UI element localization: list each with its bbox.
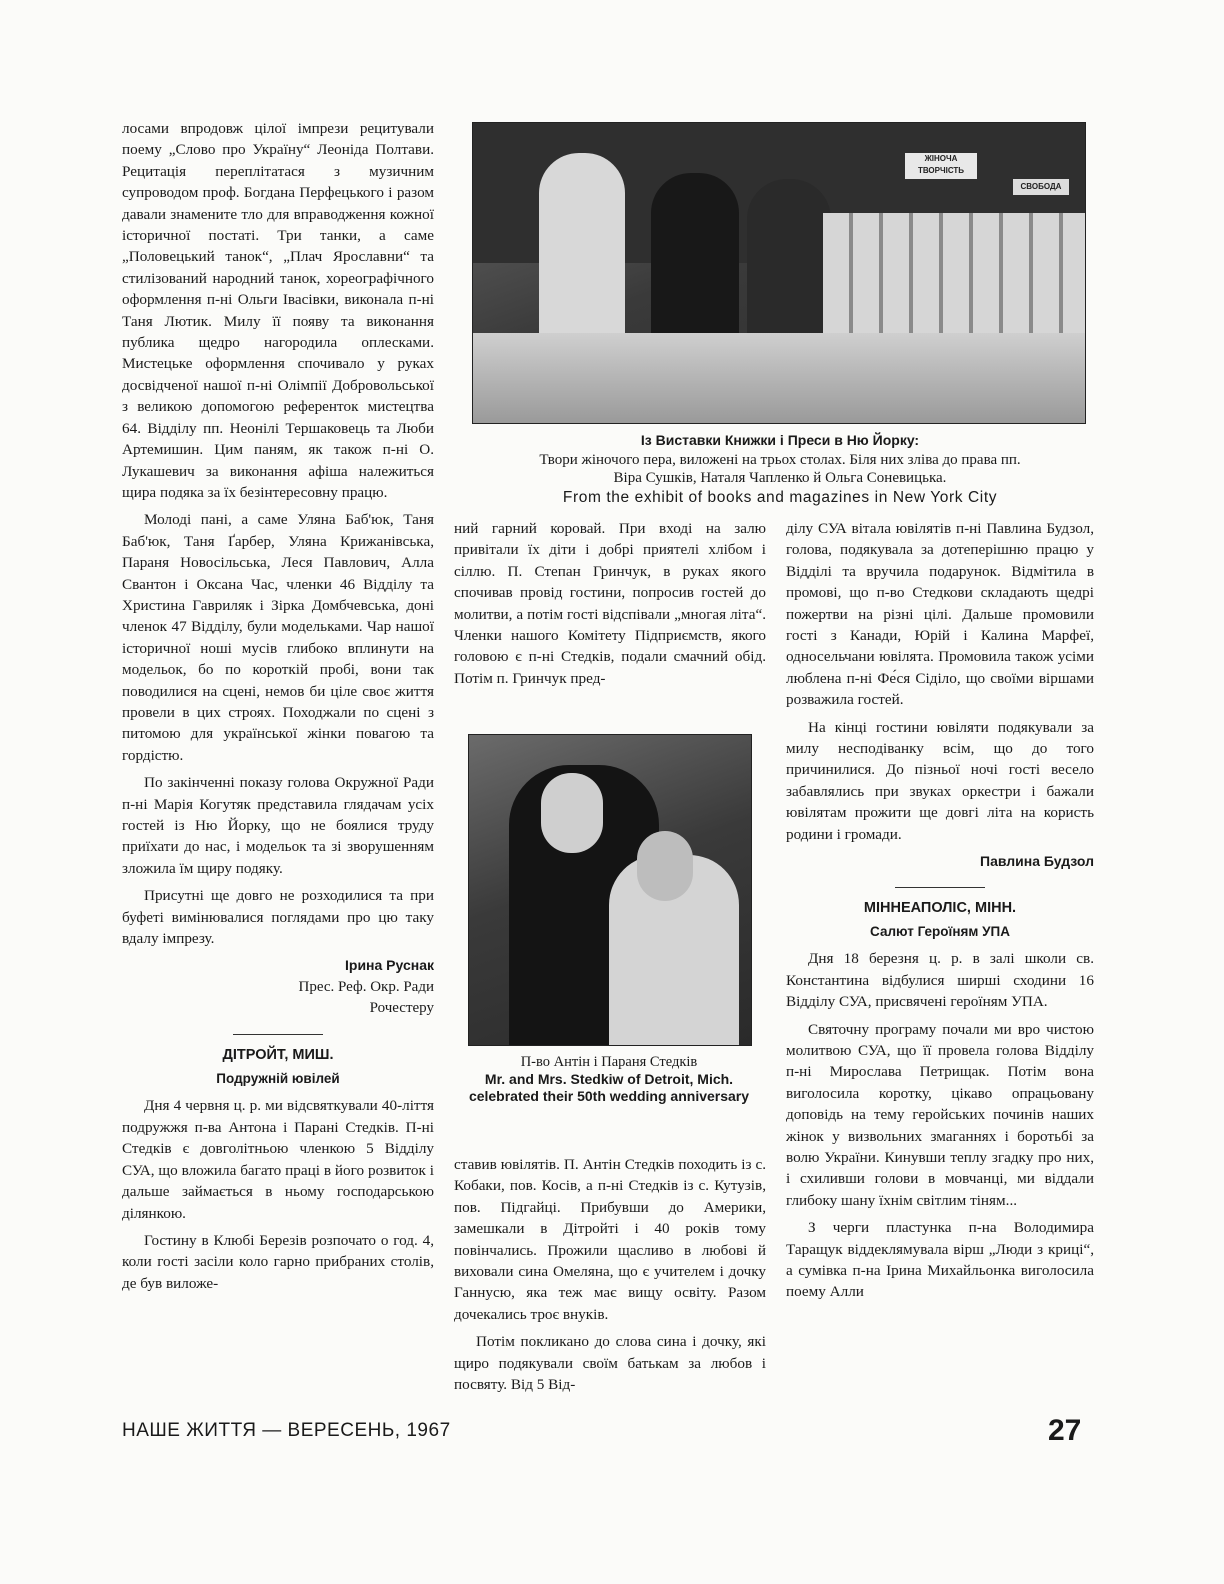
column-right [786, 518, 1094, 1309]
paragraph: По закінченні показу голова Окружної Ради п-ні Марія Когутяк представила глядачам усіх гостей із Ню Йорку, що не боялися труду приїхати до нас, і модельок та зі зворушенням зложила їм щиру подяку. [122, 774, 434, 877]
paragraph: Дня 18 березня ц. р. в залі школи св. Константина відбулися ширші сходини 16 Відділу СУА, присвячені героїням УПА. [786, 950, 1094, 1011]
paragraph: Присутні ще довго не розходилися та при буфеті вимінювалися поглядами про цю таку вдалу імпрезу. [122, 887, 434, 948]
table-with-books [473, 333, 1085, 423]
couple-photo-caption [458, 1054, 760, 1105]
paragraph: Потім покликано до слова сина і дочку, які щиро подякували своїм батькам за любов і посвяту. Від 5 Від- [454, 1333, 766, 1394]
signature-name: Павлина Будзол [980, 853, 1094, 870]
footer-magazine-title: НАШЕ ЖИТТЯ — ВЕРЕСЕНЬ, 1967 [122, 1420, 451, 1441]
paragraph: ставив ювілятів. П. Антін Стедків походить із с. Кобаки, пов. Косів, а п-ні Стедків із с. Кутузів, пов. Підгайці. Прибувши до Америки, замешкали в Дітройті і 40 років тому повінчались. Прожили щасливо в любові й виховали сина Омеляна, що є учителем і дочку Ганнусю, яка теж має вищу освіту. Разом дочекались троє внуків. [454, 1156, 766, 1323]
signature-name: Ірина Руснак [345, 957, 434, 974]
caption-english: From the exhibit of books and magazines in New York City [562, 489, 998, 506]
divider [895, 887, 985, 888]
woman-figure-left [539, 153, 625, 353]
paragraph: Молоді пані, а саме Уляна Баб'юк, Таня Баб'юк, Таня Ґарбер, Уляна Крижанівська, Параня Новосільська, Леся Павлович, Алла Свантон і Оксана Час, членки 46 Відділу та Христина Гавриляк і Зірка Домбчевська, доні членок 47 Відділу, були модельками. Чар нашої історичної ноші мусів глибоко вплинути на модельок, бо по короткій пробі, вони так поводилися на сцені, немов би ціле своє життя провели в цих строях. Походжали по сцені з питомою для української жінки повагою та гордістю. [122, 511, 434, 764]
paragraph: З черги пластунка п-на Володимира Таращук віддеклямувала вірш „Люди з криці“, а сумівка п-на Ірина Михайльонка виголосила поему Алли [786, 1219, 1094, 1301]
column-middle [454, 518, 766, 695]
column-left [122, 118, 434, 1300]
section-subtitle-minneapolis: Салют Героїням УПА [870, 923, 1010, 939]
couple-photo [468, 734, 752, 1046]
top-photo-caption [440, 432, 1120, 507]
page-number: 27 [1048, 1414, 1082, 1447]
sign-board-2: СВОБОДА [1013, 179, 1069, 195]
signature-block [122, 955, 434, 1019]
signature-role: Прес. Реф. Окр. Ради [298, 978, 434, 995]
book-display [823, 213, 1085, 339]
caption-line: Твори жіночого пера, виложені на трьох столах. Біля них зліва до права пп. [539, 452, 1021, 468]
divider [233, 1034, 323, 1035]
woman-face [637, 831, 693, 901]
paragraph: Гостину в Клюбі Березів розпочато о год. 4, коли гості засіли коло гарно прибраних столів, де був виложе- [122, 1231, 434, 1292]
paragraph: лосами впродовж цілої імпрези рецитували поему „Слово про Україну“ Леоніда Полтави. Рецитація переплітатася з музичним супроводом проф. Богдана Перфецького і разом давали знамените тло для вправодження кожної історичної постаті. Три танки, а саме „Половецький танок“, „Плач Ярославни“ та стилізований народний танок, хореографічного оформлення п-ні Ольги Івасівки, виконала п-ні Таня Лютик. Милу її появу та виконання публика щедро нагородила оплесками. Мистецьке оформлення спочивало у руках досвідченої нашої п-ні Олімпії Добровольської з великою допомогою референток мистецтва 64. Відділу пп. Неонілі Тершаковець та Люби Артемишин. Цим паням, як також п-ні О. Лукашевич за виконання афіша належиться щира подяка за їх безінтересовну працю. [122, 120, 434, 501]
paragraph: ділу СУА вітала ювілятів п-ні Павлина Будзол, голова, подякувала за дотеперішню працю у Відділі та вручила подарунок. Відмітила в промові, що п-во Стедкови складають щедрі пожертви на різні цілі. Дальше промовили гості з Канади, Юрій і Калина Марфеї, односельчани ювілята. Промовила також усіми люблена п-ні Фе́ся Сіділо, що своїми віршами розважила гостей. [786, 520, 1094, 709]
section-subtitle-detroit: Подружній ювілей [216, 1071, 340, 1087]
paragraph: На кінці гостини ювіляти подякували за милу несподіванку всім, що до того причинилися. До пізньої ночі гості весело забавлялись при звуках оркестри і бажали ювілятам прожити ще довгі літа на користь родини і громади. [786, 718, 1094, 843]
caption-ukrainian: П-во Антін і Параня Стедків [520, 1054, 698, 1070]
woman-figure-right [747, 179, 831, 355]
column-middle-bottom [454, 1154, 766, 1401]
caption-title: Із Виставки Книжки і Преси в Ню Йорку: [640, 432, 920, 448]
section-title-detroit: ДІТРОЙТ, МИШ. [222, 1046, 334, 1063]
paragraph: Дня 4 червня ц. р. ми відсвяткували 40-ліття подружжя п-ва Антона і Парані Стедків. П-ні Стедків є довголітньою членкою 5 Відділу СУА, що вложила багато праці в його розвиток і дальше займається в ньому господарською ділянкою. [122, 1097, 434, 1222]
paragraph: Святочну програму почали ми вро чистою молитвою СУА, що її провела голова Відділу п-ні Мирослава Петрищак. Потім вона виголосила коротку, цікаво опрацьовану доповідь на тему геройських починів наших жінок у визвольних змаганнях і боротьбі за волю України. Кинувши теплу згадку про них, і схиливши голови в мовчанці, ми віддали глибоку шану їхнім світлим тіням... [786, 1020, 1094, 1209]
caption-english: Mr. and Mrs. Stedkiw of Detroit, Mich. celebrated their 50th wedding anniversary [468, 1071, 750, 1104]
exhibit-photo [472, 122, 1086, 424]
man-face [541, 773, 603, 853]
signature-city: Рочестеру [369, 1000, 434, 1017]
section-title-minneapolis: МІННЕАПОЛІС, МІНН. [863, 899, 1017, 916]
paragraph: ний гарний коровай. При вході на залю привітали їх діти і добрі приятелі хлібом і сіллю. П. Степан Гринчук, в руках якого спочивав провід гостини, попросив гостей до молитви, а потім гості відспівали „многая літа“. Членки нашого Комітету Підприємств, якого головою є п-ні Стедків, подали смачний обід. Потім п. Гринчук пред- [454, 520, 766, 687]
caption-line: Віра Сушків, Наталя Чапленко й Ольга Соневицька. [613, 470, 947, 486]
sign-board: ЖІНОЧА ТВОРЧІСТЬ [905, 153, 977, 179]
